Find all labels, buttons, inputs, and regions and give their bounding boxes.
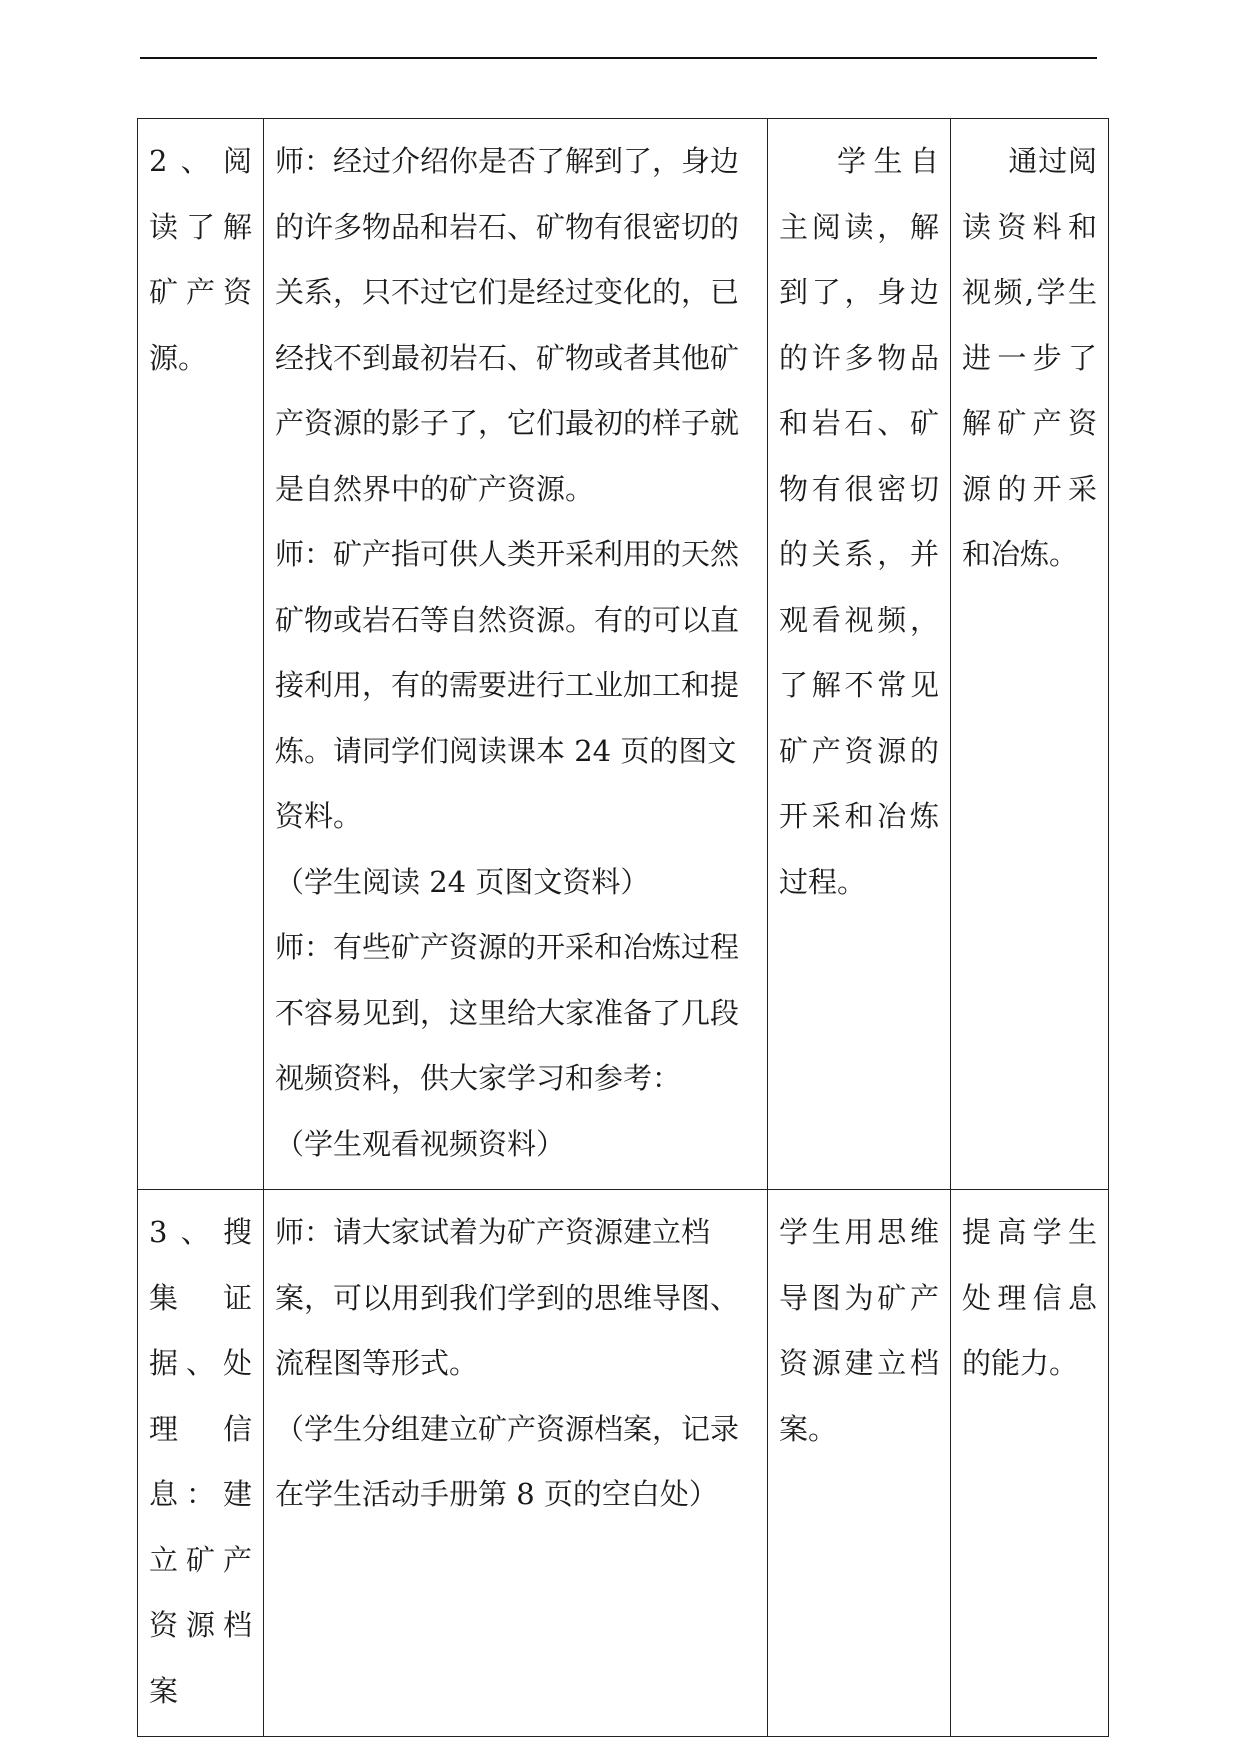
teacher-paragraph: （学生分组建立矿产资源档案，记录在学生活动手册第 8 页的空白处） bbox=[275, 1411, 740, 1511]
teacher-activity-cell bbox=[264, 1190, 768, 1737]
student-activity-cell bbox=[768, 119, 951, 1190]
teacher-paragraph: 师：请大家试着为矿产资源建立档案，可以用到我们学到的思维导图、流程图等形式。 bbox=[275, 1215, 740, 1380]
teacher-paragraph: 师：有些矿产资源的开采和冶炼过程不容易见到，这里给大家准备了几段视频资料，供大家学习和参考： bbox=[275, 930, 740, 1095]
header-rule bbox=[140, 57, 1097, 59]
lesson-plan-table bbox=[137, 118, 1109, 1737]
design-intent-text: 提高学生处理信息的能力。 bbox=[962, 1215, 1097, 1380]
teacher-paragraph: 师：矿产指可供人类开采利用的天然矿物或岩石等自然资源。有的可以直接利用，有的需要进行工业加工和提炼。请同学们阅读课本 24 页的图文资料。 bbox=[275, 537, 740, 833]
student-activity-text: 学生自主阅读，解到了，身边的许多物品和岩石、矿物有很密切的关系，并观看视频，了解不常见矿产资源的开采和冶炼过程。 bbox=[779, 144, 939, 899]
design-intent-cell bbox=[951, 1190, 1109, 1737]
table-row bbox=[138, 119, 1109, 1190]
student-activity-cell bbox=[768, 1190, 951, 1737]
step-cell bbox=[138, 1190, 264, 1737]
step-label: 2、阅读了解矿产资源。 bbox=[149, 144, 252, 375]
table-row bbox=[138, 1190, 1109, 1737]
teacher-paragraph: （学生阅读 24 页图文资料） bbox=[275, 864, 650, 899]
teacher-activity-cell bbox=[264, 119, 768, 1190]
step-label: 3、搜集证据、处理信息：建立矿产资源档案 bbox=[149, 1215, 252, 1708]
teacher-paragraph: （学生观看视频资料） bbox=[275, 1126, 566, 1161]
student-activity-text: 学生用思维导图为矿产资源建立档案。 bbox=[779, 1215, 939, 1446]
step-cell bbox=[138, 119, 264, 1190]
design-intent-cell bbox=[951, 119, 1109, 1190]
teacher-paragraph: 师：经过介绍你是否了解到了，身边的许多物品和岩石、矿物有很密切的关系，只不过它们是经过变化的，已经找不到最初岩石、矿物或者其他矿产资源的影子了，它们最初的样子就是自然界中的矿产资源。 bbox=[275, 144, 740, 506]
design-intent-text: 通过阅读资料和视频,学生进一步了解矿产资源的开采和冶炼。 bbox=[962, 144, 1097, 571]
